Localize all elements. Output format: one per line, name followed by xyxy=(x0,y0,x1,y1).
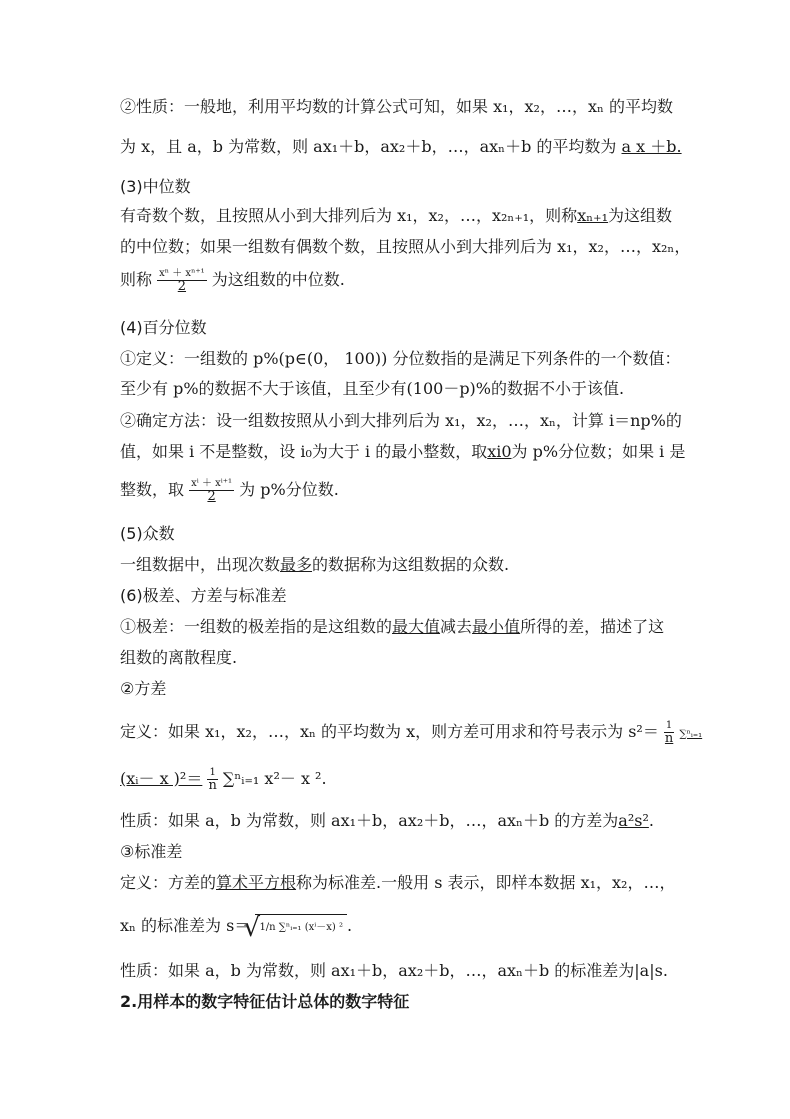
range-line-1 xyxy=(120,616,664,638)
mode-text-2: 的数据称为这组数据的众数. xyxy=(312,555,510,574)
percentile-text-2: 为 p%分位数；如果 i 是 xyxy=(511,442,686,461)
mode-line xyxy=(120,554,509,576)
variance-property-line xyxy=(120,810,654,832)
fraction-numerator: 1 xyxy=(209,767,216,778)
range-text-2: 减去 xyxy=(440,617,473,636)
variance-property-text: 性质：如果 a，b 为常数，则 ax₁＋b，ax₂＋b，…，axₙ＋b 的方差为 xyxy=(120,811,619,830)
std-dev-def-line-1 xyxy=(120,872,675,894)
std-dev-term: 算术平方根 xyxy=(216,873,297,892)
fraction-numerator: xⁿ ＋ xⁿ⁺¹ xyxy=(159,268,205,279)
variance-property-result: a²s² xyxy=(618,811,649,830)
median-even-fraction xyxy=(157,268,207,293)
std-dev-end: . xyxy=(347,916,353,935)
median-text-1: 有奇数个数，且按照从小到大排列后为 x₁，x₂，…，x₂ₙ₊₁，则称 xyxy=(120,206,578,225)
percentile-method-line-3 xyxy=(120,478,339,503)
median-text-2: 为这组数 xyxy=(608,206,673,225)
heading-std-dev: ③标准差 xyxy=(120,842,183,861)
heading-dispersion: (6)极差、方差与标准差 xyxy=(120,586,287,605)
heading-mode: (5)众数 xyxy=(120,524,175,543)
fraction-denominator: n xyxy=(208,778,217,793)
mean-property-line-2 xyxy=(120,136,682,158)
heading-median: (3)中位数 xyxy=(120,177,191,196)
percentile-def-line-1: ①定义：一组数的 p%(p∈(0， 100)) 分位数指的是满足下列条件的一个数值： xyxy=(120,349,681,368)
mean-property-line-1: ②性质：一般地，利用平均数的计算公式可知，如果 x₁，x₂，…，xₙ 的平均数 xyxy=(120,97,673,116)
mean-property-result: a x ＋b. xyxy=(621,137,682,156)
std-dev-text-3: xₙ 的标准差为 s＝ xyxy=(120,916,251,935)
heading-percentile: (4)百分位数 xyxy=(120,318,207,337)
percentile-term: xi0 xyxy=(487,442,512,461)
std-dev-property-line: 性质：如果 a，b 为常数，则 ax₁＋b，ax₂＋b，…，axₙ＋b 的标准差为|a|s. xyxy=(120,961,668,980)
median-text-3: 则称 xyxy=(120,270,153,289)
percentile-def-line-2: 至少有 p%的数据不大于该值，且至少有(100－p)%的数据不小于该值. xyxy=(120,379,625,398)
percentile-method-line-2 xyxy=(120,441,685,463)
variance-def-line-2 xyxy=(120,767,327,792)
median-line-2: 的中位数；如果一组数有偶数个数，且按照从小到大排列后为 x₁，x₂，…，x₂ₙ， xyxy=(120,237,691,256)
variance-fraction-2 xyxy=(207,767,217,792)
mode-term: 最多 xyxy=(280,555,313,574)
percentile-fraction xyxy=(189,478,234,503)
variance-def-line-1 xyxy=(120,720,702,746)
std-dev-text-1: 定义：方差的 xyxy=(120,873,217,892)
percentile-text-3: 整数，取 xyxy=(120,480,185,499)
fraction-denominator: n xyxy=(664,731,674,746)
median-line-1 xyxy=(120,205,672,227)
range-line-2: 组数的离散程度. xyxy=(120,648,238,667)
variance-text-2: (xᵢ－ x )²＝ xyxy=(120,769,203,788)
percentile-method-line-1: ②确定方法：设一组数按照从小到大排列后为 x₁，x₂，…，xₙ，计算 i＝np%的 xyxy=(120,411,682,430)
range-text-3: 所得的差，描述了这 xyxy=(520,617,665,636)
sum-symbol: ∑ⁿᵢ₌₁ xyxy=(679,729,703,740)
std-dev-text-2: 称为标准差.一般用 s 表示，即样本数据 x₁，x₂，…， xyxy=(296,873,676,892)
median-odd-term: xₙ₊₁ xyxy=(577,206,608,225)
percentile-text-4: 为 p%分位数. xyxy=(239,480,339,499)
variance-property-end: . xyxy=(648,811,654,830)
fraction-numerator: xⁱ ＋ xⁱ⁺¹ xyxy=(191,478,233,489)
section-heading-estimate: 2.用样本的数字特征估计总体的数字特征 xyxy=(120,992,410,1011)
range-text-1: ①极差：一组数的极差指的是这组数的 xyxy=(120,617,393,636)
fraction-denominator: 2 xyxy=(207,489,216,504)
std-dev-sqrt: √ 1/n ∑ⁿᵢ₌₁ (xⁱ－x) ² xyxy=(255,914,347,939)
mean-property-text: 为 x，且 a，b 为常数，则 ax₁＋b，ax₂＋b，…，axₙ＋b 的平均数为 xyxy=(120,137,617,156)
variance-fraction xyxy=(664,720,674,745)
median-text-4: 为这组数的中位数. xyxy=(211,270,345,289)
range-min-term: 最小值 xyxy=(472,617,521,636)
range-max-term: 最大值 xyxy=(392,617,441,636)
fraction-denominator: 2 xyxy=(177,279,187,294)
heading-variance: ②方差 xyxy=(120,679,167,698)
mode-text-1: 一组数据中，出现次数 xyxy=(120,555,281,574)
fraction-numerator: 1 xyxy=(665,720,673,731)
variance-text-1: 定义：如果 x₁，x₂，…，xₙ 的平均数为 x，则方差可用求和符号表示为 s²＝ xyxy=(120,722,659,741)
variance-text-3: ∑ⁿᵢ₌₁ x²－ x ². xyxy=(222,769,327,788)
percentile-text-1: 值，如果 i 不是整数，设 i₀为大于 i 的最小整数，取 xyxy=(120,442,488,461)
std-dev-def-line-2 xyxy=(120,914,352,939)
median-line-3 xyxy=(120,268,345,293)
